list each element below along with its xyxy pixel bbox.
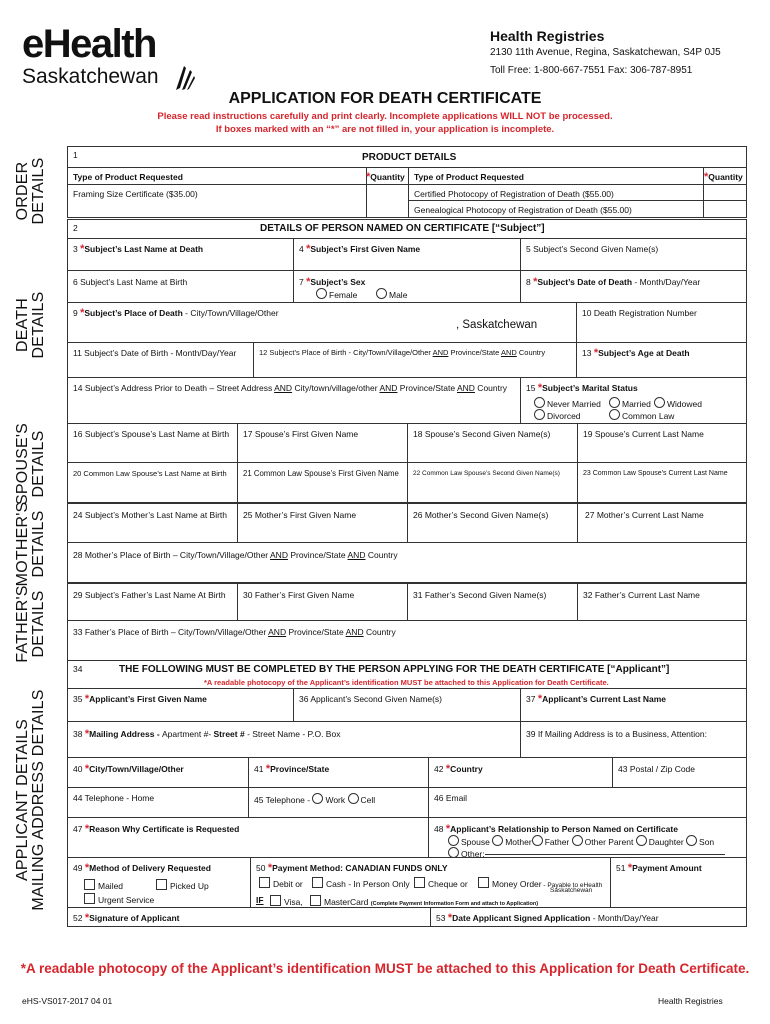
checkbox-icon <box>310 895 321 906</box>
checkbox-icon <box>270 895 281 906</box>
radio-icon <box>609 409 620 420</box>
field-40[interactable]: 40 *City/Town/Village/Other <box>73 763 184 775</box>
order-type-label-left: Type of Product Requested <box>73 172 183 182</box>
field-32[interactable]: 32 Father’s Current Last Name <box>583 590 700 600</box>
applicant-subnote: *A readable photocopy of the Applicant’s identification MUST be attached to this Application for Death Certificate. <box>204 678 609 687</box>
page-title: APPLICATION FOR DEATH CERTIFICATE <box>228 90 542 107</box>
pay-mastercard[interactable]: MasterCard (Complete Payment Information Form and attach to Application) <box>306 893 542 911</box>
qty-certified-input[interactable] <box>705 185 745 199</box>
radio-icon <box>572 835 583 846</box>
product-genealogical: Genealogical Photocopy of Registration of Death ($55.00) <box>414 205 632 215</box>
relationship-options[interactable]: Spouse Mother Father Other Parent Daughter Son <box>444 833 718 849</box>
delivery-picked-up[interactable]: Picked Up <box>152 877 213 893</box>
field-22[interactable]: 22 Common Law Spouse’s Second Given Name(s) <box>413 470 560 477</box>
sex-female-radio[interactable]: Female <box>312 286 361 302</box>
field-51[interactable]: 51 *Payment Amount <box>616 862 702 874</box>
field-43[interactable]: 43 Postal / Zip Code <box>618 764 696 774</box>
qty-genealogical-input[interactable] <box>705 201 745 216</box>
footer-note: *A readable photocopy of the Applicant’s identification MUST be attached to this Application for Death Certificate. <box>20 961 750 976</box>
section-order: ORDER DETAILS <box>14 157 47 225</box>
death-heading: DETAILS OF PERSON NAMED ON CERTIFICATE [“Subject”] <box>260 223 545 234</box>
field-18[interactable]: 18 Spouse’s Second Given Name(s) <box>413 429 551 439</box>
marital-married[interactable]: Married <box>605 395 655 411</box>
checkbox-icon <box>478 877 489 888</box>
field-33[interactable]: 33 Father’s Place of Birth – City/Town/Village/Other AND Province/State AND Country <box>73 627 396 637</box>
section-father: FATHER'S DETAILS <box>14 585 47 663</box>
field-45[interactable]: 45 Telephone - Work Cell <box>254 795 376 805</box>
checkbox-icon <box>84 893 95 904</box>
radio-icon <box>532 835 543 846</box>
field-15: 15 *Subject’s Marital Status <box>526 382 638 394</box>
field-11[interactable]: 11 Subject’s Date of Birth - Month/Day/Year <box>73 348 237 358</box>
product-certified: Certified Photocopy of Registration of Death ($55.00) <box>414 189 614 199</box>
order-heading: PRODUCT DETAILS <box>362 152 457 163</box>
sex-male-radio[interactable]: Male <box>372 286 411 302</box>
field-48: 48 *Applicant’s Relationship to Person Named on Certificate <box>434 823 678 835</box>
field-50: 50 *Payment Method: CANADIAN FUNDS ONLY <box>256 862 448 874</box>
field-3[interactable]: 3 *Subject’s Last Name at Death <box>73 243 204 255</box>
marital-widowed[interactable]: Widowed <box>650 395 706 411</box>
delivery-urgent[interactable]: Urgent Service <box>80 891 158 907</box>
marital-common-law[interactable]: Common Law <box>605 407 678 423</box>
checkbox-icon <box>156 879 167 890</box>
field-41[interactable]: 41 *Province/State <box>254 763 330 775</box>
field-36[interactable]: 36 Applicant’s Second Given Name(s) <box>299 694 443 704</box>
field-39[interactable]: 39 If Mailing Address is to a Business, Attention: <box>526 729 707 739</box>
field-21[interactable]: 21 Common Law Spouse’s First Given Name <box>243 469 399 478</box>
form-code: eHS-VS017-2017 04 01 <box>22 996 113 1006</box>
field-27[interactable]: 27 Mother’s Current Last Name <box>585 510 704 520</box>
field-25[interactable]: 25 Mother’s First Given Name <box>243 510 357 520</box>
qty-framing-input[interactable] <box>368 185 406 199</box>
footer-org: Health Registries <box>658 996 723 1006</box>
section-spouse: SPOUSE'S DETAILS <box>14 423 47 506</box>
org-name: Health Registries <box>490 28 605 44</box>
field-10[interactable]: 10 Death Registration Number <box>582 308 697 318</box>
field-24[interactable]: 24 Subject’s Mother’s Last Name at Birth <box>73 510 228 520</box>
field-53[interactable]: 53 *Date Applicant Signed Application - Month/Day/Year <box>436 912 659 924</box>
section-mother: MOTHER'S DETAILS <box>14 501 47 587</box>
field-9[interactable]: 9 *Subject’s Place of Death - City/Town/Village/Other <box>73 307 279 319</box>
marital-divorced[interactable]: Divorced <box>530 407 585 423</box>
radio-icon <box>376 288 387 299</box>
applicant-num: 34 <box>73 664 83 674</box>
field-13[interactable]: 13 *Subject’s Age at Death <box>582 347 690 359</box>
org-phone: Toll Free: 1-800-667-7551 Fax: 306-787-8951 <box>490 65 693 76</box>
logo-sub: Saskatchewan <box>22 65 159 88</box>
field-23[interactable]: 23 Common Law Spouse’s Current Last Name <box>583 470 728 477</box>
field-47[interactable]: 47 *Reason Why Certificate is Requested <box>73 823 240 835</box>
field-17[interactable]: 17 Spouse’s First Given Name <box>243 429 359 439</box>
field-31[interactable]: 31 Father’s Second Given Name(s) <box>413 590 547 600</box>
radio-icon <box>312 793 323 804</box>
field-5[interactable]: 5 Subject’s Second Given Name(s) <box>526 244 659 254</box>
field-14[interactable]: 14 Subject’s Address Prior to Death – Street Address AND City/town/village/other AND Province/State AND Country <box>73 383 508 393</box>
checkbox-icon <box>259 877 270 888</box>
field-29[interactable]: 29 Subject’s Father’s Last Name At Birth <box>73 590 226 600</box>
ehealth-logo <box>22 24 212 94</box>
order-qty-label-left: *Quantity <box>366 171 405 183</box>
field-26[interactable]: 26 Mother’s Second Given Name(s) <box>413 510 549 520</box>
order-num: 1 <box>73 150 78 160</box>
section-death: DEATH DETAILS <box>14 291 47 359</box>
field-6[interactable]: 6 Subject’s Last Name at Birth <box>73 277 188 287</box>
product-framing: Framing Size Certificate ($35.00) <box>73 189 198 199</box>
instructions-line2: If boxes marked with an “*” are not filled in, your application is incomplete. <box>215 124 555 135</box>
logo-main: eHealth <box>22 22 156 66</box>
radio-icon <box>448 847 459 858</box>
field-28[interactable]: 28 Mother’s Place of Birth – City/Town/Village/Other AND Province/State AND Country <box>73 550 398 560</box>
applicant-heading: THE FOLLOWING MUST BE COMPLETED BY THE PERSON APPLYING FOR THE DEATH CERTIFICATE [“Applicant”] <box>119 664 670 675</box>
field-9-province: , Saskatchewan <box>456 319 538 331</box>
order-qty-label-right: *Quantity <box>704 171 743 183</box>
relationship-other[interactable]: Other: <box>444 845 489 861</box>
field-38[interactable]: 38 *Mailing Address - Apartment #- Street # - Street Name - P.O. Box <box>73 728 341 740</box>
field-8[interactable]: 8 *Subject’s Date of Death - Month/Day/Year <box>526 276 701 288</box>
org-address: 2130 11th Avenue, Regina, Saskatchewan, S4P 0J5 <box>490 47 721 58</box>
field-16[interactable]: 16 Subject’s Spouse’s Last Name at Birth <box>73 429 230 439</box>
field-20[interactable]: 20 Common Law Spouse’s Last Name at Birth <box>73 469 227 478</box>
checkbox-icon <box>312 877 323 888</box>
radio-icon <box>686 835 697 846</box>
field-30[interactable]: 30 Father’s First Given Name <box>243 590 355 600</box>
pay-cheque[interactable]: Cheque or <box>410 875 472 891</box>
checkbox-icon <box>414 877 425 888</box>
field-46[interactable]: 46 Email <box>434 793 468 803</box>
pay-cash[interactable]: Cash - In Person Only <box>308 875 414 891</box>
checkbox-icon <box>84 879 95 890</box>
radio-icon <box>492 835 503 846</box>
logo-leaf-icon <box>174 62 196 92</box>
radio-icon <box>636 835 647 846</box>
field-7: 7 *Subject’s Sex <box>299 276 366 288</box>
radio-icon <box>348 793 359 804</box>
pay-money-order[interactable]: Money Order - Payable to eHealth <box>474 875 606 893</box>
field-35[interactable]: 35 *Applicant’s First Given Name <box>73 693 207 705</box>
radio-icon <box>534 409 545 420</box>
field-49: 49 *Method of Delivery Requested <box>73 862 211 874</box>
field-37[interactable]: 37 *Applicant’s Current Last Name <box>526 693 667 705</box>
marital-never-married[interactable]: Never Married <box>530 395 605 411</box>
pay-debit[interactable]: Debit or <box>255 875 307 891</box>
field-42[interactable]: 42 *Country <box>434 763 483 775</box>
field-52[interactable]: 52 *Signature of Applicant <box>73 912 180 924</box>
field-4[interactable]: 4 *Subject’s First Given Name <box>299 243 421 255</box>
order-type-label-right: Type of Product Requested <box>414 172 524 182</box>
section-applicant: APPLICANT DETAILS MAILING ADDRESS DETAILS <box>14 689 47 911</box>
instructions-line1: Please read instructions carefully and print clearly. Incomplete applications WILL NOT be processed. <box>157 111 613 122</box>
field-12[interactable]: 12 Subject’s Place of Birth - City/Town/Village/Other AND Province/State AND Country <box>259 348 546 357</box>
pay-money-order-payee: Saskatchewan <box>550 887 593 894</box>
field-44[interactable]: 44 Telephone - Home <box>73 793 155 803</box>
field-19[interactable]: 19 Spouse’s Current Last Name <box>583 429 704 439</box>
radio-icon <box>316 288 327 299</box>
pay-if-label: IF <box>256 895 264 905</box>
pay-visa[interactable]: Visa, <box>266 893 307 909</box>
delivery-mailed[interactable]: Mailed <box>80 877 127 893</box>
death-num: 2 <box>73 223 78 233</box>
